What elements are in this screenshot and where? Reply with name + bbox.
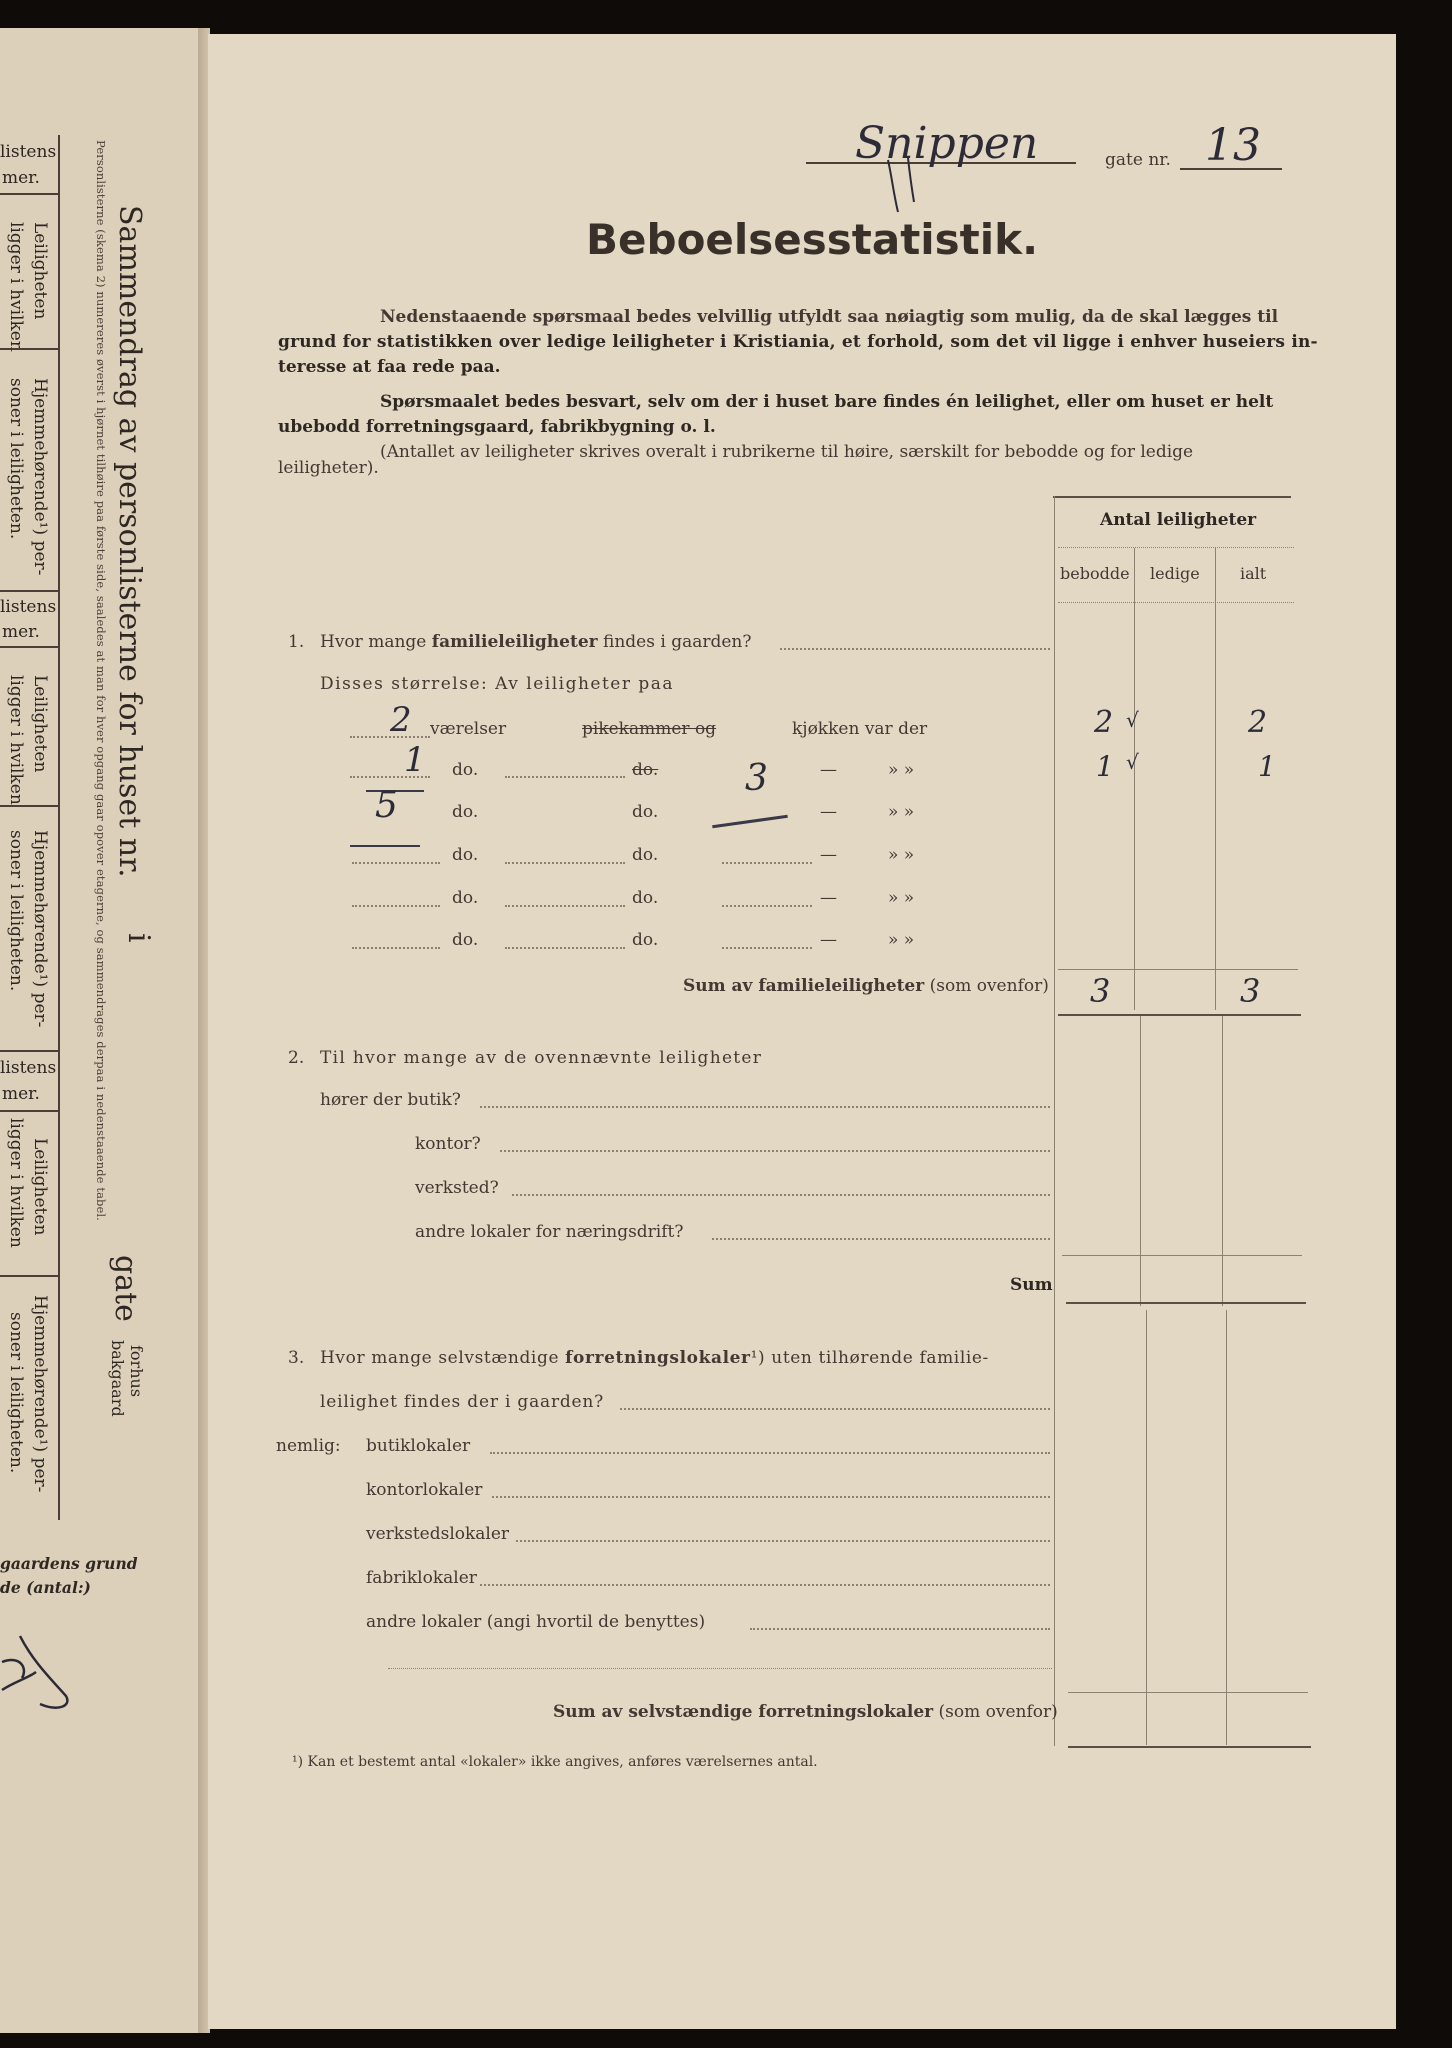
table-header-bottom-rule [1058,602,1294,603]
intro-p2-line1: Spørsmaalet bedes besvart, selv om der i huset bare findes én leilighet, eller om huset er helt [380,392,1274,412]
q2-number: 2. [288,1048,305,1068]
q1-sum-top-rule [1058,969,1298,970]
q3-leader [480,1584,1050,1586]
row6-do-pike: do. [632,930,659,950]
gate-nr-label: gate nr. [1105,150,1171,170]
q1-sub: Disses størrelse: Av leiligheter paa [320,674,675,694]
q2-leader [512,1194,1050,1196]
q3-line2: leilighet findes der i gaarden? [320,1392,605,1412]
row5-do-pike: do. [632,888,659,908]
rooms-blank [352,862,440,864]
row3-quote: » » [888,802,915,822]
left-vertical-gate: gate [108,1255,143,1322]
left-leil3-label: Leiligheten [30,1138,50,1236]
rooms-blank [352,905,440,907]
left-rule [0,1275,60,1277]
intro-p1-line3: teresse at faa rede paa. [278,357,501,377]
left-leil-label: Leiligheten [30,222,50,320]
footnote: ¹) Kan et bestemt antal «lokaler» ikke angives, anføres værelsernes antal. [292,1754,818,1770]
q3-butik: butiklokaler [366,1436,471,1456]
left-rule [0,193,60,195]
left-hjem-label: Hjemmehørende¹) per- [30,378,50,576]
q1-sum-plain: (som ovenfor) [924,976,1049,996]
row5-do: do. [452,888,479,908]
row6-do: do. [452,930,479,950]
q3-blank-line [388,1668,1052,1669]
left-col5-header: listens [0,1058,57,1078]
row2-do: do. [452,760,479,780]
page-title: Beboelsesstatistik. [586,215,1039,264]
q3-fabrik: fabriklokaler [366,1568,477,1588]
kitchen-blank [722,905,812,907]
q3-verksted: verkstedslokaler [366,1524,510,1544]
intro-p3-line1: (Antallet av leiligheter skrives overalt i rubrikerne til høire, særskilt for bebodde og for ledige [380,442,1194,462]
handwritten-underline [350,845,420,847]
row5-quote: » » [888,888,915,908]
kitchen-blank [722,862,812,864]
left-vertical-title: Sammendrag av personlisterne for huset nr. [112,205,147,878]
q1-text-b: findes i gaarden? [597,632,752,652]
row1-vaerelser: værelser [430,719,507,739]
row1-tick: √ [1126,708,1139,732]
left-leil2-label-b: ligger i hvilken [6,675,26,805]
left-small-note: Personlisterne (skema 2) numereres øverst i hjørnet tilhøire paa første side, saaledes at man for hver opgang gaar opover etagerne, og sammendrages derpaa i nedenstaaende tabel. [94,140,108,1221]
row2-tick: √ [1126,750,1139,774]
left-rule [0,805,60,807]
row2-ialt-handwritten: 1 [1258,750,1276,783]
table-col-bebodde: bebodde [1060,564,1130,583]
left-signature-scribble [0,1620,80,1720]
handwritten-mark [880,150,940,220]
q2-andre: andre lokaler for næringsdrift? [415,1222,684,1242]
q2-sum-bottom-rule [1066,1302,1306,1304]
table-border-left [1054,496,1055,1746]
left-rule [0,590,60,592]
row5-dash: — [820,888,837,908]
row2-dash: — [820,760,837,780]
left-rule [0,348,60,350]
pike-blank [505,905,625,907]
q1-text-a: Hvor mange [320,632,432,652]
q3-sum-bold: Sum av selvstændige forretningslokaler [553,1702,934,1722]
q3-sum-bottom-rule [1068,1746,1311,1748]
kitchen-blank [722,947,812,949]
left-col5-header-b: mer. [2,1084,40,1104]
q2-leader [480,1106,1050,1108]
left-vertical-i: i [121,933,156,943]
rooms-blank [352,947,440,949]
q1-dotted-leader [780,648,1050,650]
row2-rooms-handwritten: 1 [404,740,426,780]
left-rule [0,1050,60,1052]
q2-kontor: kontor? [415,1134,481,1154]
table-col-divider [1146,1310,1147,1745]
intro-p2-line2: ubebodd forretningsgaard, fabrikbygning o. l. [278,417,716,437]
pike-blank [505,862,625,864]
q2-verksted: verksted? [415,1178,499,1198]
row4-do: do. [452,845,479,865]
q3-leader [490,1452,1050,1454]
q1-text-bold: familieleiligheter [431,632,598,652]
row1-kjokken: kjøkken var der [792,719,928,739]
gate-nr-line [1180,168,1282,170]
left-col1-header-b: mer. [2,168,40,188]
left-leil3-label-b: ligger i hvilken [6,1118,26,1248]
intro-p3-line2: leiligheter). [278,458,379,478]
row2-do-pike: do. [632,760,659,780]
left-col1-header: listens [0,142,57,162]
q1-number: 1. [288,632,305,652]
row2-quote: » » [888,760,915,780]
table-col-divider [1215,548,1216,1010]
q3-andre: andre lokaler (angi hvortil de benyttes) [366,1612,706,1632]
left-hjem-label-b: soner i leiligheten. [6,378,26,540]
q3-text-bold: forretningslokaler [565,1348,751,1368]
left-bakgaard: bakgaard [108,1340,127,1417]
row6-dash: — [820,930,837,950]
gate-number-handwritten: 13 [1205,120,1261,171]
intro-text: Nedenstaaende spørsmaal bedes velvillig utfyldt saa nøiagtig som mulig, da de skal lægges til [380,307,1279,327]
q1-sum-bold: Sum av familieleiligheter [683,976,925,996]
q1-sum-label [683,976,1049,996]
left-hjem2-label-b: soner i leiligheten. [6,830,26,992]
table-group-header: Antal leiligheter [1100,510,1257,530]
left-bottom-b: de (antal:) [0,1578,91,1597]
left-col3-header-b: mer. [2,622,40,642]
q3-leader [620,1408,1050,1410]
row6-quote: » » [888,930,915,950]
q3-leader [750,1628,1050,1630]
q2-butik: hører der butik? [320,1090,461,1110]
row3-do-pike: do. [632,802,659,822]
row3-dash: — [820,802,837,822]
q1-sum-bebodde-handwritten: 3 [1090,972,1111,1010]
left-rule [0,1110,60,1112]
row1-bebodde-handwritten: 2 [1094,705,1114,740]
row1-rooms-handwritten: 2 [390,700,412,740]
q2-leader [712,1238,1050,1240]
q2-sum-label: Sum [1010,1275,1053,1295]
q3-sum-plain: (som ovenfor) [933,1702,1058,1722]
table-col-divider [1226,1310,1227,1745]
row1-pikekammer: pikekammer og [582,719,717,739]
pike-blank [505,776,625,778]
row1-ialt-handwritten: 2 [1248,705,1268,740]
q3-number: 3. [288,1348,305,1368]
q3-text-a: Hvor mange selvstændige [320,1348,566,1368]
row2-kitchen-handwritten: 3 [745,758,768,799]
q3-sum-top-rule [1068,1692,1308,1693]
left-rule [0,646,60,648]
table-col-divider [1140,1016,1141,1306]
table-col-ialt: ialt [1240,564,1267,583]
table-top-rule [1053,496,1291,498]
street-name-handwritten: Snippen [855,118,1039,169]
row3-rooms-handwritten: 5 [375,785,398,826]
intro-p1-line2: grund for statistikken over ledige leiligheter i Kristiania, et forhold, som det vil ligge i enhver huseiers in- [278,332,1318,352]
q3-question [320,1348,989,1368]
q3-nemlig: nemlig: [276,1436,341,1456]
q3-text-b: ¹) uten tilhørende familie- [750,1348,989,1368]
row4-quote: » » [888,845,915,865]
q3-sum-label [553,1702,1058,1722]
left-bottom-a: gaardens grund [0,1554,138,1573]
q2-sum-top-rule [1062,1255,1302,1256]
left-hjem3-label-b: soner i leiligheten. [6,1312,26,1474]
q3-leader [492,1496,1050,1498]
q1-sum-ialt-handwritten: 3 [1240,972,1261,1010]
table-col-divider [1222,1016,1223,1306]
row3-do: do. [452,802,479,822]
table-header-dotted-rule [1058,547,1294,548]
left-hjem2-label: Hjemmehørende¹) per- [30,830,50,1028]
row4-do-pike: do. [632,845,659,865]
left-forhus: forhus [127,1345,146,1398]
intro-p1-line1 [380,307,1278,327]
left-leil-label-b: ligger i hvilken [6,222,26,352]
left-hjem3-label: Hjemmehørende¹) per- [30,1295,50,1493]
q2-question: Til hvor mange av de ovennævnte leiligheter [320,1048,763,1068]
q2-leader [500,1150,1050,1152]
table-col-divider [1134,548,1135,1010]
left-leil2-label: Leiligheten [30,675,50,773]
rooms-blank [350,776,430,778]
row2-bebodde-handwritten: 1 [1096,750,1114,783]
row4-dash: — [820,845,837,865]
pike-blank [505,947,625,949]
table-col-ledige: ledige [1150,564,1200,583]
q1-sum-bottom-rule [1058,1014,1301,1016]
q3-leader [516,1540,1050,1542]
q3-kontor: kontorlokaler [366,1480,483,1500]
left-col3-header: listens [0,597,57,617]
q1-question [320,632,751,652]
